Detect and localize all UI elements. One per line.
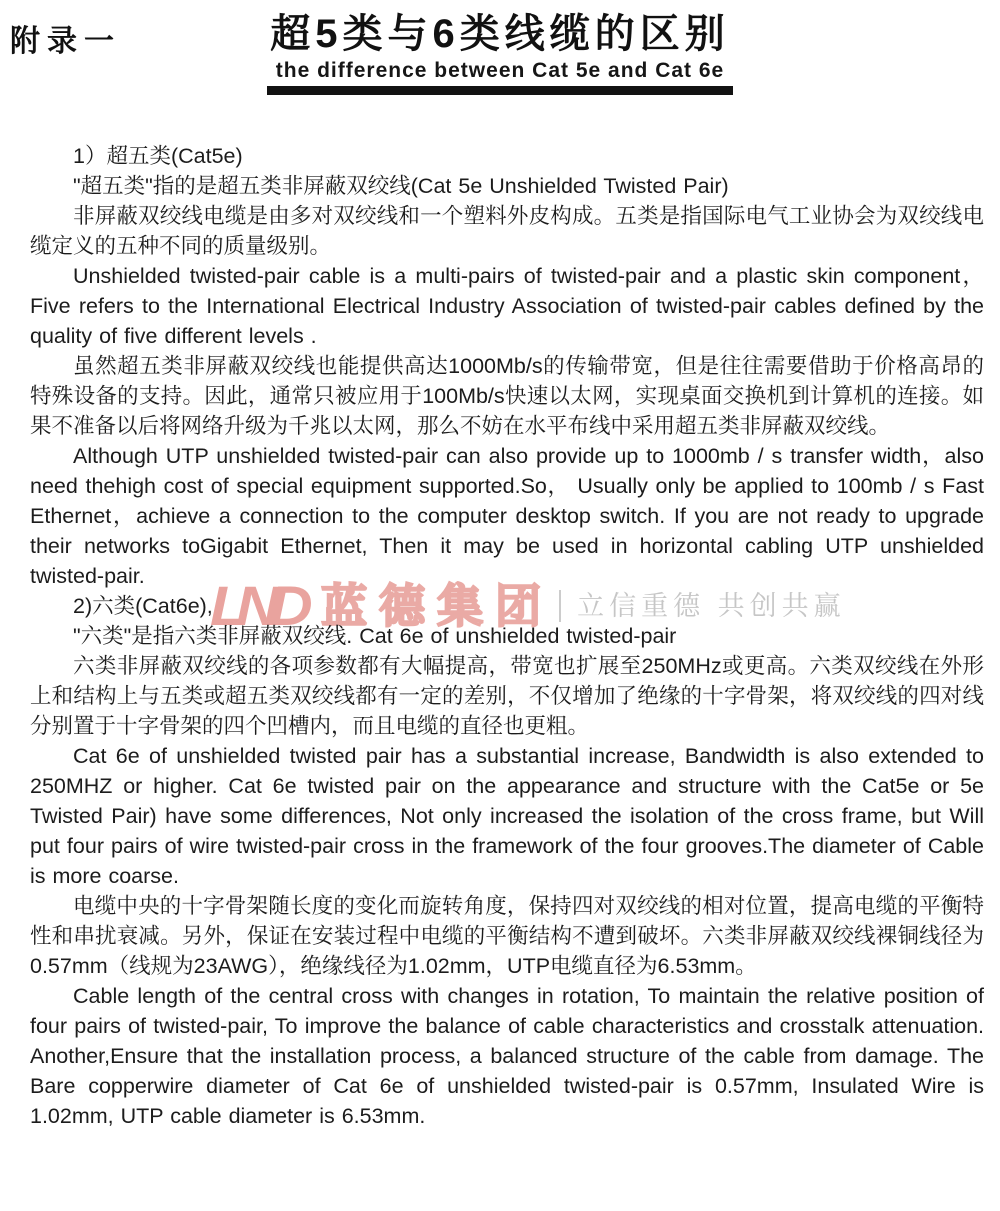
paragraph-cat6e-heading: 2)六类(Cat6e),	[73, 594, 213, 618]
title-block	[0, 10, 1000, 83]
paragraph-cross-frame-zh: 电缆中央的十字骨架随长度的变化而旋转角度，保持四对双绞线的相对位置，提高电缆的平衡特性和串扰衰减。另外，保证在安装过程中电缆的平衡结构不遭到破坏。六类非屏蔽双绞线裸铜线径为0.57mm（线规为23AWG），绝缘线径为1.02mm，UTP电缆直径为6.53mm。	[30, 894, 984, 978]
paragraph-cat5e-bandwidth-en: Although UTP unshielded twisted-pair can also provide up to 1000mb / s transfer width，also need thehigh cost of special equipment supported.So， Usually only be applied to 100mb / s Fast Ethernet，achieve a connection to the computer desktop switch. If you are not ready to upgrade their networks toGigabit Ethernet, Then it may be used in horizontal cabling UTP unshielded twisted-pair.	[30, 444, 984, 588]
body-text	[0, 141, 1000, 1131]
appendix-label: 附录一	[10, 25, 121, 58]
paragraph-cat6e-params-zh: 六类非屏蔽双绞线的各项参数都有大幅提高，带宽也扩展至250MHz或更高。六类双绞线在外形上和结构上与五类或超五类双绞线都有一定的差别，不仅增加了绝缘的十字骨架，将双绞线的四对线分别置于十字骨架的四个凹槽内，而且电缆的直径也更粗。	[30, 654, 984, 738]
page-title: 超5类与6类线缆的区别	[270, 12, 730, 56]
paragraph-cross-frame-en: Cable length of the central cross with changes in rotation, To maintain the relative position of four pairs of twisted-pair, To improve the balance of cable characteristics and crosstalk attenuation. Another,Ensure that the installation process, a balanced structure of the cable from damage. The Bare copperwire diameter of Cat 6e of unshielded twisted-pair is 0.57mm, Insulated Wire is 1.02mm, UTP cable diameter is 6.53mm.	[30, 984, 984, 1128]
paragraph-cat6e-params-en: Cat 6e of unshielded twisted pair has a substantial increase, Bandwidth is also extended to 250MHZ or higher. Cat 6e twisted pair on the appearance and structure with the Cat5e or 5e Twisted Pair) have some differences, Not only increased the isolation of the cross frame, but Will put four pairs of wire twisted-pair cross in the framework of the four grooves.The diameter of Cable is more coarse.	[30, 744, 984, 888]
title-underline-bar	[267, 86, 733, 95]
paragraph-cat5e-bandwidth-zh: 虽然超五类非屏蔽双绞线也能提供高达1000Mb/s的传输带宽，但是往往需要借助于价格高昂的特殊设备的支持。因此，通常只被应用于100Mb/s快速以太网，实现桌面交换机到计算机的连接。如果不准备以后将网络升级为千兆以太网，那么不妨在水平布线中采用超五类非屏蔽双绞线。	[30, 354, 984, 438]
watermark-company-name: 蓝德集团	[321, 580, 554, 632]
paragraph-cat5e-definition: "超五类"指的是超五类非屏蔽双绞线(Cat 5e Unshielded Twisted Pair)	[73, 174, 729, 198]
page-subtitle: the difference between Cat 5e and Cat 6e	[275, 59, 725, 82]
paragraph-cat5e-heading: 1）超五类(Cat5e)	[73, 144, 243, 168]
paragraph-utp-en: Unshielded twisted-pair cable is a multi-pairs of twisted-pair and a plastic skin component， Five refers to the International Electrical Industry Association of twisted-pair cables defined by the quality of five different levels .	[30, 264, 984, 348]
watermark-slogan: 立信重德 共创共赢	[577, 590, 846, 621]
lnd-logo-icon: LND	[210, 574, 302, 637]
paragraph-cat6e-definition: "六类"是指六类非屏蔽双绞线. Cat 6e of unshielded twisted-pair	[73, 624, 677, 648]
paragraph-utp-zh: 非屏蔽双绞线电缆是由多对双绞线和一个塑料外皮构成。五类是指国际电气工业协会为双绞线电缆定义的五种不同的质量级别。	[30, 204, 984, 258]
